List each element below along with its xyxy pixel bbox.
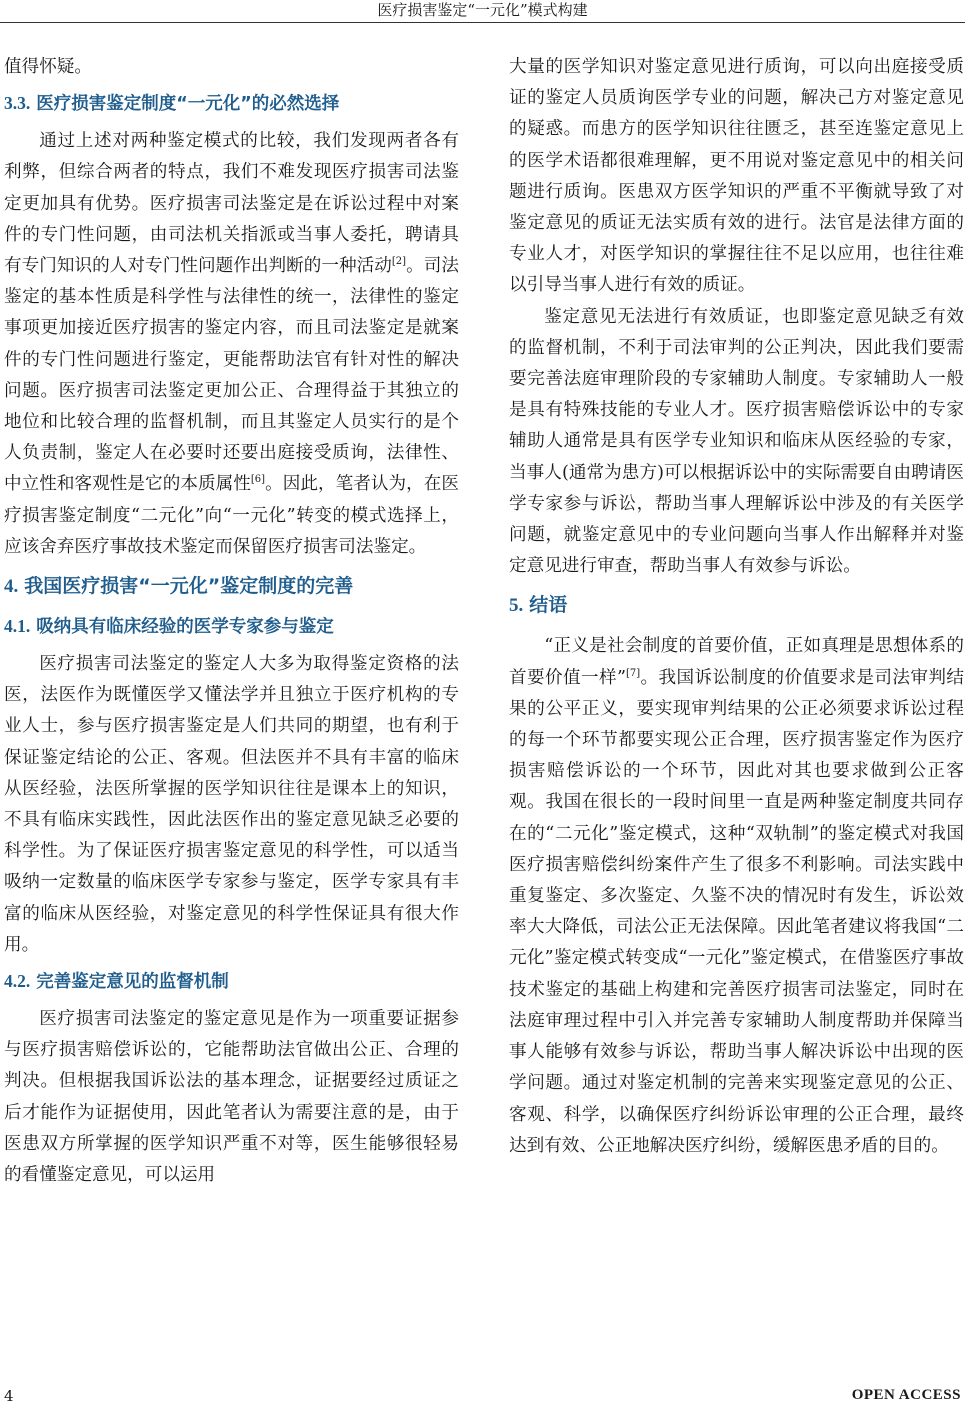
open-access-label: OPEN ACCESS — [851, 1387, 961, 1403]
page-number: 4 — [4, 1387, 14, 1405]
paragraph-text: 。我国诉讼制度的价值要求是司法审判结果的公平正义，要实现审判结果的公正必须要求诉讼过程的每一个环节都要实现公正合理，医疗损害鉴定作为医疗损害赔偿诉讼的一个环节，因此对其也要求做到公正客观。我国在很长的一段时间里一直是两种鉴定制度共同存在的“二元化”鉴定模式，这种“双轨制”的鉴定模式对我国医疗损害赔偿纠纷案件产生了很多不利影响。司法实践中重复鉴定、多次鉴定、久鉴不决的情况时有发生，诉讼效率大大降低，司法公正无法保障。因此笔者建议将我国“二元化”鉴定模式转变成“一元化”鉴定模式，在借鉴医疗事故技术鉴定的基础上构建和完善医疗损害司法鉴定，同时在法庭审理过程中引入并完善专家辅助人制度帮助并保障当事人能够有效参与诉讼，帮助当事人解决诉讼中出现的医学问题。通过对鉴定机制的完善来实现鉴定意见的公正、客观、科学，以确保医疗纠纷诉讼审理的公正合理，最终达到有效、公正地解决医疗纠纷，缓解医患矛盾的目的。 — [509, 667, 964, 1156]
section-heading-4-1 — [4, 612, 459, 641]
paragraph-text: 。因此，笔者认为，在医疗损害鉴定制度“二元化”向“一元化”转变的模式选择上，应该舍弃医疗事故技术鉴定而保留医疗损害司法鉴定。 — [4, 474, 459, 557]
running-header-title: 医疗损害鉴定“一元化”模式构建 — [377, 1, 588, 19]
section-number: 4.2. — [4, 971, 31, 992]
page-footer — [0, 1383, 965, 1411]
section-title: 结语 — [529, 594, 568, 617]
paragraph-conclusion — [509, 631, 964, 1161]
citation-ref[interactable]: [6] — [250, 474, 266, 486]
paragraph-text: 通过上述对两种鉴定模式的比较，我们发现两者各有利弊，但综合两者的特点，我们不难发现医疗损害司法鉴定更加具有优势。医疗损害司法鉴定是在诉讼过程中对案件的专门性问题，由司法机关指派或当事人委托，聘请具有专门知识的人对专门性问题作出判断的一种活动 — [4, 131, 459, 277]
section-heading-4-2 — [4, 967, 459, 996]
paragraph-continued: 值得怀疑。 — [4, 57, 92, 77]
section-number: 3.3. — [4, 93, 31, 114]
section-title: 完善鉴定意见的监督机制 — [36, 972, 229, 993]
section-heading-3-3 — [4, 89, 459, 118]
section-number: 4. — [4, 576, 19, 598]
section-heading-4 — [4, 571, 459, 602]
section-title: 我国医疗损害“一元化”鉴定制度的完善 — [24, 575, 354, 598]
paragraph-text: “正义是社会制度的首要价值，正如真理是思想体系的首要价值一样” — [509, 636, 964, 688]
paragraph-4-2: 医疗损害司法鉴定的鉴定意见是作为一项重要证据参与医疗损害赔偿诉讼的，它能帮助法官做出公正、合理的判决。但根据我国诉讼法的基本理念，证据要经过质证之后才能作为证据使用，因此笔者认为需要注意的是，由于医患双方所掌握的医学知识严重不对等，医生能够很轻易的看懂鉴定意见，可以运用 — [4, 1009, 459, 1186]
section-title: 医疗损害鉴定制度“一元化”的必然选择 — [36, 94, 340, 115]
section-heading-5 — [509, 590, 964, 621]
paragraph-expert-assistant: 鉴定意见无法进行有效质证，也即鉴定意见缺乏有效的监督机制，不利于司法审判的公正判决，因此我们要需要完善法庭审理阶段的专家辅助人制度。专家辅助人一般是具有特殊技能的专业人才。医疗损害赔偿诉讼中的专家辅助人通常是具有医学专业知识和临床从医经验的专家，当事人(通常为患方)可以根据诉讼中的实际需要自由聘请医学专家参与诉讼，帮助当事人理解诉讼中涉及的有关医学问题，就鉴定意见中的专业问题向当事人作出解释并对鉴定意见进行审查，帮助当事人有效参与诉讼。 — [509, 306, 964, 577]
citation-ref[interactable]: [7] — [625, 667, 641, 679]
section-title: 吸纳具有临床经验的医学专家参与鉴定 — [36, 617, 334, 638]
section-number: 5. — [509, 595, 524, 617]
right-column — [509, 52, 964, 1162]
paragraph-3-3 — [4, 126, 459, 563]
section-number: 4.1. — [4, 616, 31, 637]
paragraph-text: 。司法鉴定的基本性质是科学性与法律性的统一，法律性的鉴定事项更加接近医疗损害的鉴定内容，而且司法鉴定是就案件的专门性问题进行鉴定，更能帮助法官有针对性的解决问题。医疗损害司法鉴定更加公正、合理得益于其独立的地位和比较合理的监督机制，而且其鉴定人员实行的是个人负责制，鉴定人在必要时还要出庭接受质询，法律性、中立性和客观性是它的本质属性 — [4, 256, 459, 495]
left-column — [4, 52, 459, 1191]
citation-ref[interactable]: [2] — [391, 256, 407, 268]
paragraph-continued: 大量的医学知识对鉴定意见进行质询，可以向出庭接受质证的鉴定人员质询医学专业的问题，解决己方对鉴定意见的疑惑。而患方的医学知识往往匮乏，甚至连鉴定意见上的医学术语都很难理解，更不用说对鉴定意见中的相关问题进行质询。医患双方医学知识的严重不平衡就导致了对鉴定意见的质证无法实质有效的进行。法官是法律方面的专业人才，对医学知识的掌握往往不足以应用，也往往难以引导当事人进行有效的质证。 — [509, 57, 964, 296]
running-header — [0, 0, 965, 23]
paragraph-4-1: 医疗损害司法鉴定的鉴定人大多为取得鉴定资格的法医，法医作为既懂医学又懂法学并且独立于医疗机构的专业人士，参与医疗损害鉴定是人们共同的期望，也有利于保证鉴定结论的公正、客观。但法医并不具有丰富的临床从医经验，法医所掌握的医学知识往往是课本上的知识，不具有临床实践性，因此法医作出的鉴定意见缺乏必要的科学性。为了保证医疗损害鉴定意见的科学性，可以适当吸纳一定数量的临床医学专家参与鉴定，医学专家具有丰富的临床从医经验，对鉴定意见的科学性保证具有很大作用。 — [4, 654, 459, 955]
